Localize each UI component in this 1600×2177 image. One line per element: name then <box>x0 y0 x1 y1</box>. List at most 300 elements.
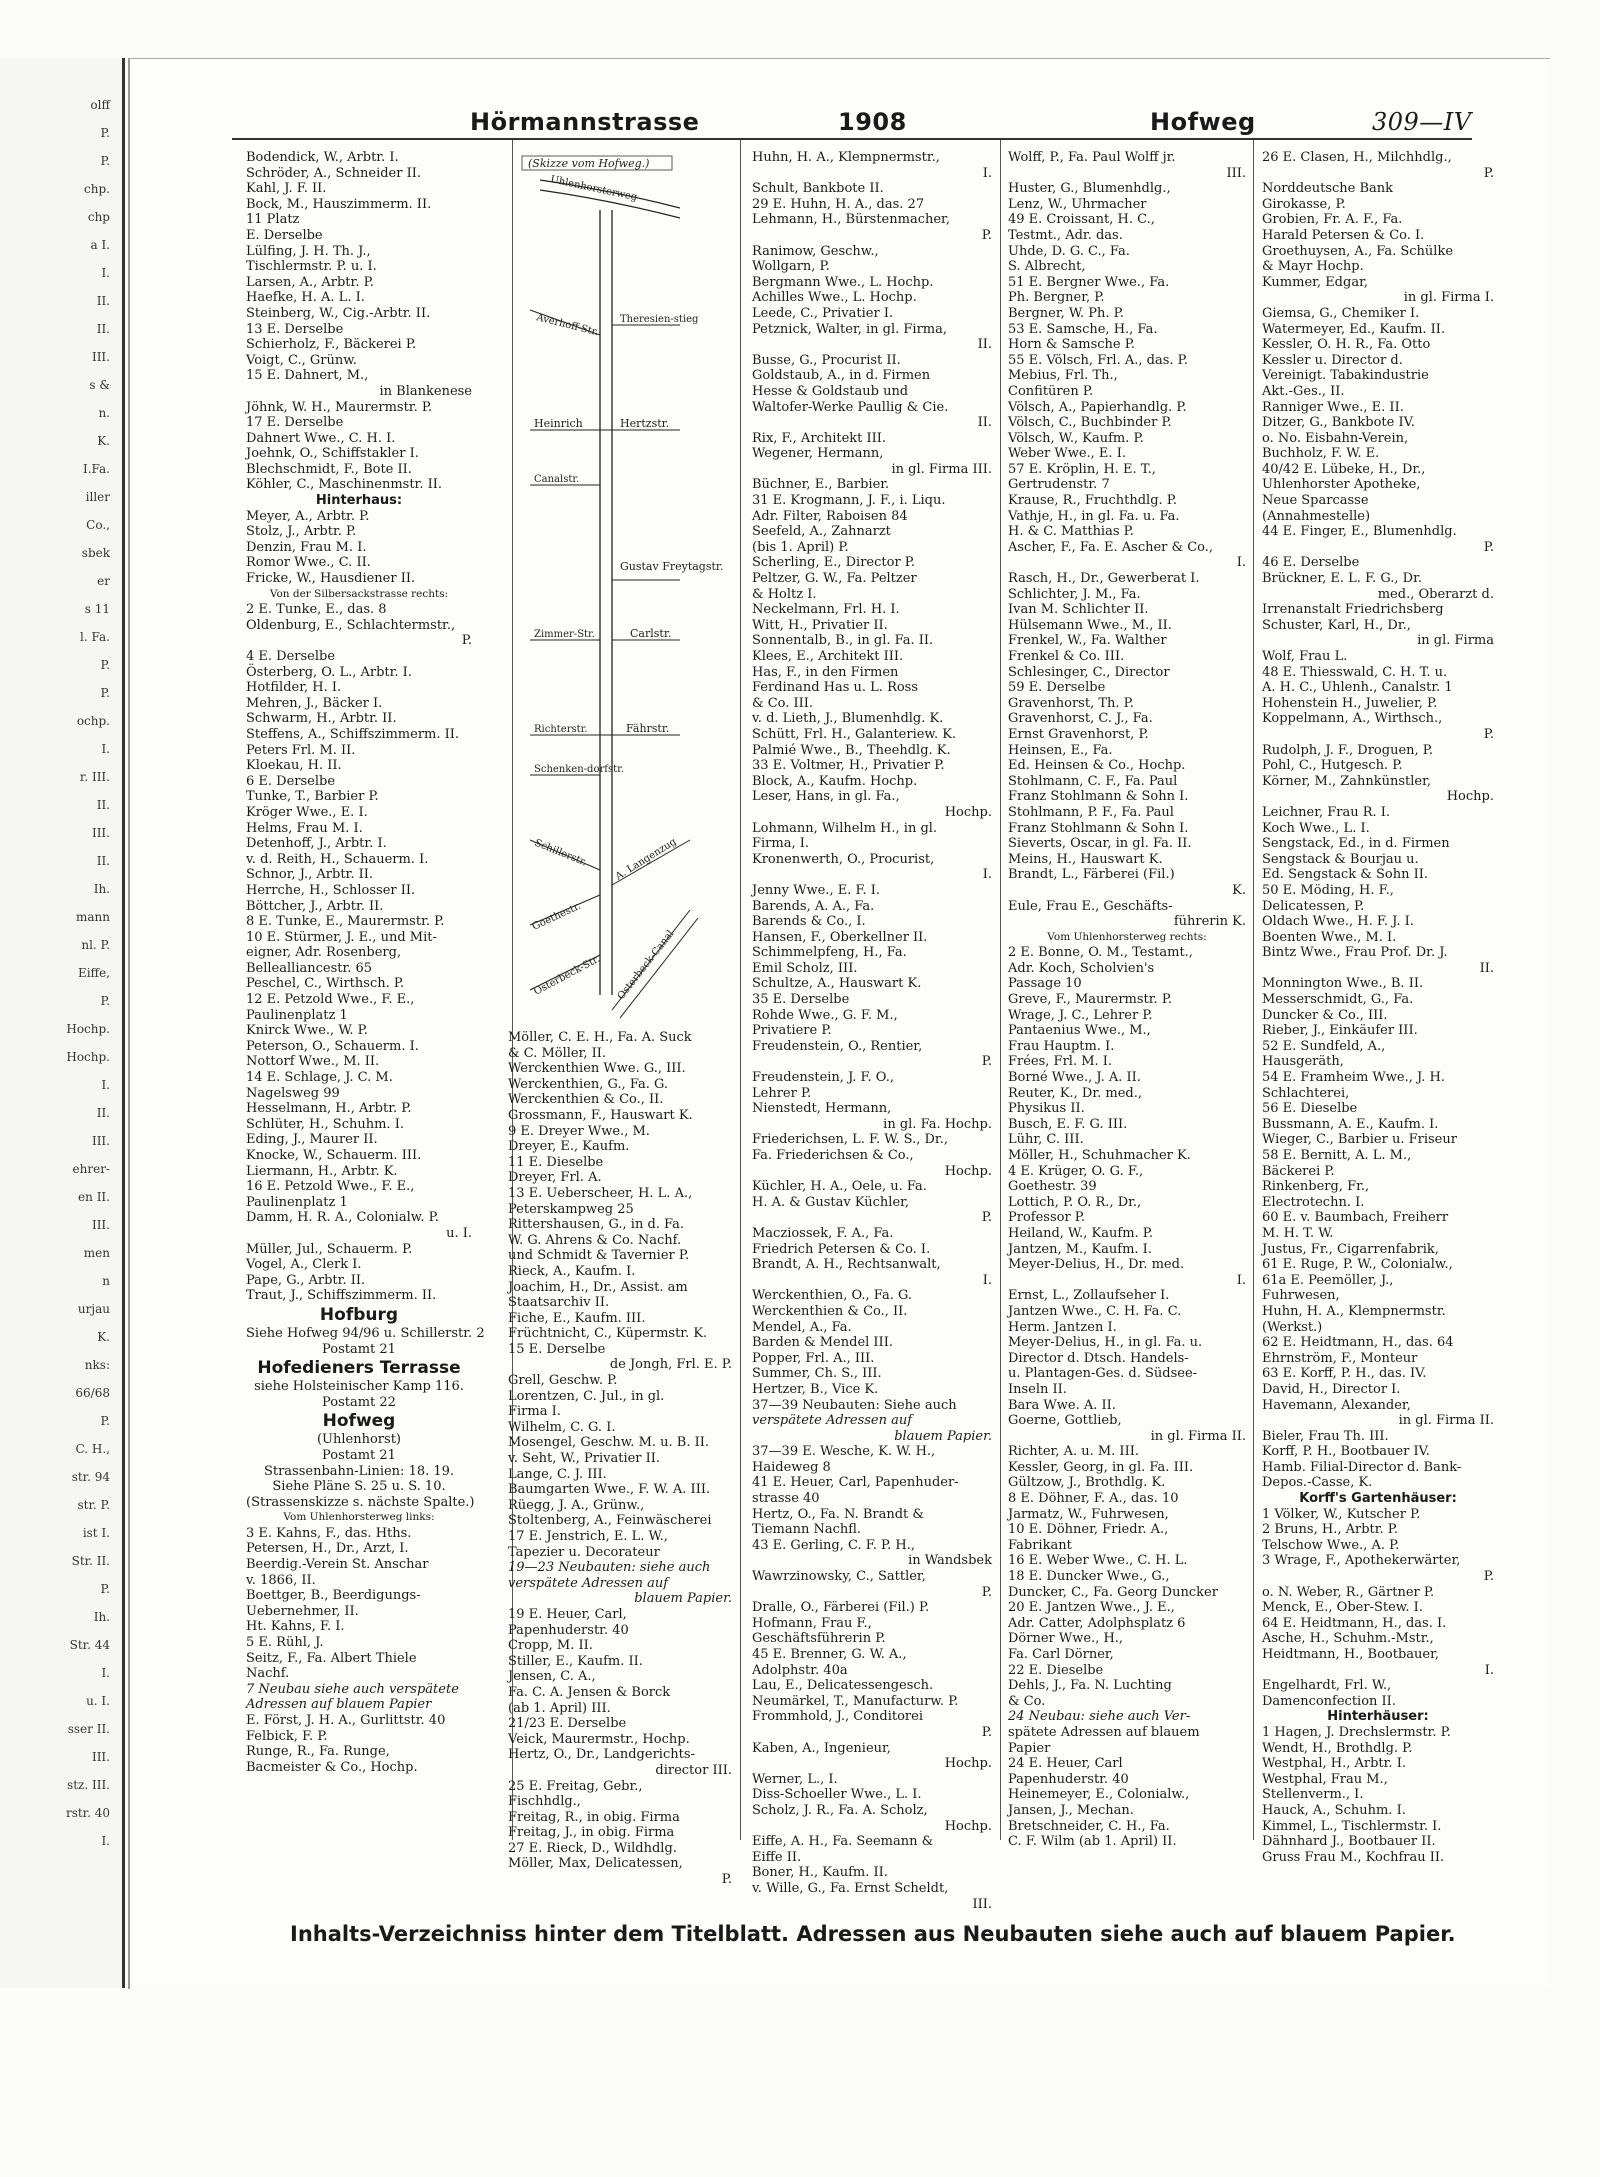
directory-entry: Frenkel & Co. III. <box>1008 649 1125 664</box>
directory-entry: Ascher, F., Fa. E. Ascher & Co., <box>1008 539 1214 555</box>
directory-entry: Helms, Frau M. I. <box>246 820 363 836</box>
directory-entry: Nottorf Wwe., M. II. <box>246 1054 380 1070</box>
directory-entry: Hohenstein H., Juwelier, P. <box>1262 695 1438 711</box>
previous-page-fragment: nl. P. <box>81 938 110 952</box>
directory-entry: Dahnert Wwe., C. H. I. <box>246 430 396 446</box>
previous-page-fragment: II. <box>96 322 110 336</box>
directory-entry: Koppelmann, A., Wirthsch., <box>1262 711 1443 727</box>
directory-entry: Strassenbahn-Linien: 18. 19. <box>263 1463 455 1479</box>
directory-entry: blauem Papier. <box>634 1591 732 1607</box>
previous-page-fragment: II. <box>96 294 110 308</box>
previous-page-fragment: s 11 <box>84 602 110 616</box>
directory-entry: & Co. III. <box>752 695 814 711</box>
directory-entry: Vereinigt. Tabakindustrie <box>1262 368 1429 384</box>
directory-entry: Asche, H., Schuhm.-Mstr., <box>1262 1631 1434 1647</box>
footer-note: Inhalts-Verzeichniss hinter dem Titelblatt. Adressen aus Neubauten siehe auch auf blauem Papier. <box>290 1922 1456 1946</box>
directory-entry: Pantaenius Wwe., M., <box>1008 1023 1151 1039</box>
directory-entry: Fa. C. A. Jensen & Borck <box>508 1684 671 1700</box>
directory-entry: in gl. Firma II. <box>1398 1413 1494 1429</box>
directory-entry: Gruss Frau M., Kochfrau II. <box>1262 1849 1445 1865</box>
directory-entry: Damm, H. R. A., Colonialw. P. <box>246 1210 439 1226</box>
directory-entry: Lehmann, H., Bürstenmacher, <box>752 212 950 228</box>
map-label-canal: Canalstr. <box>534 474 580 485</box>
directory-entry: Bock, M., Hauszimmerm. II. <box>246 196 432 212</box>
directory-entry: Völsch, W., Kaufm. P. <box>1008 430 1144 446</box>
directory-entry: Kimmel, L., Tischlermstr. I. <box>1262 1818 1442 1834</box>
directory-entry: spätete Adressen auf blauem <box>1008 1724 1200 1740</box>
directory-entry: 3 Wrage, F., Apothekerwärter, <box>1262 1553 1461 1569</box>
directory-entry: 5 E. Rühl, J. <box>246 1635 324 1651</box>
directory-entry: Oldach Wwe., H. F. J. I. <box>1262 914 1414 930</box>
directory-entry: Nagelsweg 99 <box>246 1085 340 1101</box>
header-page-number: 309—IV <box>1372 108 1472 136</box>
directory-entry: 61a E. Peemöller, J., <box>1262 1272 1394 1288</box>
directory-entry: Wrage, J. C., Lehrer P. <box>1008 1007 1153 1023</box>
directory-entry: 33 E. Voltmer, H., Privatier P. <box>752 758 945 774</box>
directory-entry: 10 E. Stürmer, J. E., und Mit- <box>246 929 437 945</box>
directory-entry: Ehrnström, F., Monteur <box>1262 1350 1418 1366</box>
directory-entry: (Strassenskizze s. nächste Spalte.) <box>246 1494 475 1510</box>
previous-page-fragment: a I. <box>90 238 110 252</box>
directory-entry: Rudolph, J. F., Droguen, P. <box>1262 742 1434 758</box>
directory-entry: Jarmatz, W., Fuhrwesen, <box>1008 1506 1169 1522</box>
directory-entry: Adr. Koch, Scholvien's <box>1008 960 1155 976</box>
directory-entry: in gl. Firma <box>1417 633 1494 649</box>
directory-entry: Passage 10 <box>1008 976 1082 992</box>
directory-entry: H. & C. Matthias P. <box>1008 524 1134 540</box>
directory-entry: Meyer, A., Arbtr. P. <box>246 508 370 524</box>
directory-entry: Schröder, A., Schneider II. <box>246 165 421 181</box>
directory-entry: o. N. Weber, R., Gärtner P. <box>1262 1584 1435 1600</box>
map-canal-osterbeck-edge <box>620 918 698 1018</box>
directory-entry: Friederichsen, L. F. W. S., Dr., <box>752 1132 948 1148</box>
directory-entry: Wegener, Hermann, <box>752 446 884 462</box>
directory-entry: 2 E. Tunke, E., das. 8 <box>246 602 387 618</box>
column-1 <box>246 150 485 1820</box>
directory-entry: Ernst, L., Zollaufseher I. <box>1008 1288 1170 1304</box>
directory-entry: Lange, C. J. III. <box>508 1466 607 1482</box>
directory-entry: Kronenwerth, O., Procurist, <box>752 851 935 867</box>
directory-entry: III. <box>1226 165 1246 181</box>
directory-entry: Stellenverm., I. <box>1262 1787 1364 1803</box>
directory-entry: Joachim, H., Dr., Assist. am <box>508 1279 688 1295</box>
directory-entry: Völsch, A., Papierhandlg. P. <box>1008 399 1187 415</box>
directory-entry: Witt, H., Privatier II. <box>752 617 888 633</box>
directory-entry: Sengstack & Bourjau u. <box>1262 851 1419 867</box>
directory-entry: Peschel, C., Wirthsch. P. <box>246 976 405 992</box>
directory-entry: Sonnentalb, B., in gl. Fa. II. <box>752 633 934 649</box>
directory-entry: 64 E. Heidtmann, H., das. I. <box>1262 1615 1447 1631</box>
previous-page-fragment: r. III. <box>79 770 110 784</box>
previous-page-fragment: u. I. <box>86 1694 110 1708</box>
previous-page-fragment: chp. <box>84 182 110 196</box>
directory-entry: Adr. Filter, Raboisen 84 <box>752 508 908 524</box>
directory-entry: Tischlermstr. P. u. I. <box>246 259 377 275</box>
directory-entry: verspätete Adressen auf <box>752 1413 913 1429</box>
directory-entry: Jenny Wwe., E. F. I. <box>752 882 880 898</box>
previous-page-fragment: iller <box>85 490 110 504</box>
directory-entry: Lehrer P. <box>752 1085 812 1101</box>
directory-entry: Gertrudenstr. 7 <box>1008 477 1110 493</box>
previous-page-fragment: en II. <box>78 1190 110 1204</box>
directory-entry: Havemann, Alexander, <box>1262 1397 1411 1413</box>
directory-entry: Seitz, F., Fa. Albert Thiele <box>246 1650 417 1666</box>
directory-entry: 16 E. Weber Wwe., C. H. L. <box>1008 1553 1188 1569</box>
directory-entry: Schlüter, H., Schuhm. I. <box>246 1116 404 1132</box>
directory-entry: v. Seht, W., Privatier II. <box>508 1451 661 1467</box>
previous-page-fragment: ochp. <box>76 714 110 728</box>
directory-entry: Kloekau, H. II. <box>246 758 342 774</box>
directory-entry: Eding, J., Maurer II. <box>246 1132 378 1148</box>
map-label-schenken: Schenken-dorfstr. <box>534 764 624 775</box>
directory-entry: 50 E. Möding, H. F., <box>1262 882 1394 898</box>
previous-page-fragment: Ih. <box>93 1610 110 1624</box>
directory-entry: II. <box>977 415 992 431</box>
directory-entry: Korff, P. H., Bootbauer IV. <box>1262 1444 1430 1460</box>
directory-entry: Papenhuderstr. 40 <box>1008 1771 1129 1787</box>
directory-entry: 62 E. Heidtmann, H., das. 64 <box>1262 1335 1454 1351</box>
directory-entry: 16 E. Petzold Wwe., F. E., <box>246 1179 415 1195</box>
previous-page-fragment: stz. III. <box>67 1778 110 1792</box>
directory-entry: P. <box>461 633 472 649</box>
directory-entry: Fricke, W., Hausdiener II. <box>246 571 416 587</box>
map-label-osterbeck: Osterbeck-Str. <box>532 953 602 998</box>
directory-entry: Rieber, J., Einkäufer III. <box>1262 1023 1418 1039</box>
directory-entry: 29 E. Huhn, H. A., das. 27 <box>752 196 925 212</box>
directory-entry: v. d. Reith, H., Schauerm. I. <box>246 851 429 867</box>
directory-entry: Lülfing, J. H. Th. J., <box>246 243 371 259</box>
directory-entry: Professor P. <box>1008 1210 1086 1226</box>
column-2 <box>508 1030 732 1888</box>
directory-entry: Grossmann, F., Hauswart K. <box>508 1107 693 1123</box>
directory-entry: in Blankenese <box>379 383 472 399</box>
directory-entry: Runge, R., Fa. Runge, <box>246 1744 390 1760</box>
directory-entry: 53 E. Samsche, H., Fa. <box>1008 321 1158 337</box>
directory-entry: 4 E. Derselbe <box>246 649 336 664</box>
directory-entry: Heinsen, E., Fa. <box>1008 742 1113 758</box>
directory-entry: Goethestr. 39 <box>1008 1179 1097 1195</box>
directory-entry: Ranimow, Geschw., <box>752 243 879 259</box>
directory-entry: Ferdinand Has u. L. Ross <box>752 680 919 696</box>
directory-entry: Harald Petersen & Co. I. <box>1262 227 1425 243</box>
directory-entry: 52 E. Sundfeld, A., <box>1262 1038 1386 1054</box>
directory-entry: Hesse & Goldstaub und <box>752 383 909 399</box>
directory-entry: 22 E. Dieselbe <box>1008 1662 1104 1678</box>
header-rule <box>232 138 1472 140</box>
directory-entry: Neckelmann, Frl. H. I. <box>752 602 900 618</box>
directory-entry: Petersen, H., Dr., Arzt, I. <box>246 1541 409 1557</box>
directory-entry: H. A. & Gustav Küchler, <box>752 1194 910 1210</box>
directory-entry: Norddeutsche Bank <box>1262 181 1394 197</box>
previous-page-fragment: Ih. <box>93 882 110 896</box>
directory-entry: Hausgeräth, <box>1262 1054 1344 1070</box>
directory-entry: Möller, Max, Delicatessen, <box>508 1856 683 1872</box>
previous-page-fragment: P. <box>100 994 110 1008</box>
directory-entry: 17 E. Jenstrich, E. L. W., <box>508 1529 668 1544</box>
directory-entry: Hinterhaus: <box>315 493 403 509</box>
directory-entry: Privatiere P. <box>752 1023 832 1039</box>
directory-entry: Wollgarn, P. <box>752 259 830 275</box>
directory-entry: Palmié Wwe., B., Theehdlg. K. <box>752 742 951 758</box>
directory-entry: Schlesinger, C., Director <box>1008 664 1170 680</box>
directory-entry: Weber Wwe., E. I. <box>1008 446 1126 462</box>
directory-entry: Heidtmann, H., Bootbauer, <box>1262 1647 1440 1662</box>
directory-entry: Brückner, E. L. F. G., Dr. <box>1262 571 1422 587</box>
directory-entry: de Jongh, Frl. E. P. <box>609 1357 732 1373</box>
directory-entry: 43 E. Gerling, C. F. P. H., <box>752 1537 915 1553</box>
directory-entry: Frées, Frl. M. I. <box>1008 1054 1113 1070</box>
previous-page-fragment: II. <box>96 798 110 812</box>
previous-page-fragment: III. <box>91 1750 110 1764</box>
directory-entry: Hochp. <box>944 1163 992 1179</box>
directory-entry: Bussmann, A. E., Kaufm. I. <box>1262 1116 1439 1132</box>
directory-entry: Veick, Maurermstr., Hochp. <box>508 1731 690 1747</box>
directory-entry: med., Oberarzt d. <box>1377 586 1494 602</box>
directory-entry: Haefke, H. A. L. I. <box>246 290 365 306</box>
directory-entry: Emil Scholz, III. <box>752 960 858 976</box>
map-label-goethe: Goethestr. <box>530 900 583 933</box>
directory-entry: Hauck, A., Schuhm. I. <box>1262 1802 1406 1818</box>
directory-entry: Beerdig.-Verein St. Anschar <box>246 1557 429 1573</box>
directory-entry: Liermann, H., Arbtr. K. <box>246 1163 398 1179</box>
map-label-gustav: Gustav Freytagstr. <box>620 560 724 573</box>
directory-entry: Werckenthien Wwe. G., III. <box>508 1061 686 1077</box>
directory-entry: 24 E. Heuer, Carl <box>1008 1756 1123 1772</box>
directory-entry: Schuster, Karl, H., Dr., <box>1262 617 1411 633</box>
directory-entry: Ph. Bergner, P. <box>1008 290 1105 306</box>
directory-entry: 17 E. Derselbe <box>246 415 344 431</box>
directory-entry: 19 E. Heuer, Carl, <box>508 1606 627 1622</box>
directory-entry: Rüegg, J. A., Grünw., <box>508 1497 645 1513</box>
directory-entry: Von der Silbersackstrasse rechts: <box>269 587 449 600</box>
directory-entry: I. <box>982 165 992 181</box>
directory-entry: Wilhelm, C. G. I. <box>508 1419 616 1435</box>
directory-entry: Paulinenplatz 1 <box>246 1194 348 1210</box>
directory-entry: Diss-Schoeller Wwe., L. I. <box>752 1787 922 1803</box>
directory-entry: 57 E. Kröplin, H. E. T., <box>1008 461 1156 477</box>
directory-entry: Fuhrwesen, <box>1262 1288 1340 1304</box>
previous-page-fragment: Hochp. <box>66 1022 110 1036</box>
directory-entry: 37—39 E. Wesche, K. W. H., <box>752 1444 936 1460</box>
directory-entry: Macziossek, F. A., Fa. <box>752 1225 894 1241</box>
directory-entry: P. <box>981 1724 992 1740</box>
directory-entry: Müller, Jul., Schauerm. P. <box>246 1241 413 1257</box>
directory-entry: Confitüren P. <box>1008 383 1094 399</box>
directory-entry: Hertzer, B., Vice K. <box>752 1381 879 1397</box>
directory-entry: Jensen, C. A., <box>508 1669 596 1685</box>
directory-entry: Vogel, A., Clerk I. <box>246 1257 362 1273</box>
previous-page-fragment: str. P. <box>77 1498 110 1512</box>
directory-entry: Werckenthien, G., Fa. G. <box>508 1076 669 1092</box>
directory-entry: Wolf, Frau L. <box>1262 649 1348 664</box>
directory-entry: Haideweg 8 <box>752 1459 831 1475</box>
column-3 <box>752 150 992 1912</box>
directory-entry: Irrenanstalt Friedrichsberg <box>1262 602 1444 618</box>
directory-entry: Peterskampweg 25 <box>508 1201 634 1217</box>
directory-entry: Barden & Mendel III. <box>752 1335 893 1351</box>
previous-page-fragment: ehrer- <box>72 1162 110 1176</box>
directory-entry: Baumgarten Wwe., F. W. A. III. <box>508 1482 711 1498</box>
map-title: (Skizze vom Hofweg.) <box>528 157 650 170</box>
directory-entry: Werckenthien & Co., II. <box>508 1092 664 1108</box>
directory-entry: Huhn, H. A., Klempnermstr. <box>1262 1303 1446 1319</box>
previous-page-fragment: I. <box>101 266 110 280</box>
directory-entry: Fiche, E., Kaufm. III. <box>508 1310 646 1326</box>
directory-entry: 40/42 E. Lübeke, H., Dr., <box>1262 461 1426 477</box>
directory-entry: Papier <box>1008 1740 1051 1756</box>
directory-entry: Freudenstein, J. F. O., <box>752 1070 894 1086</box>
column-divider <box>1000 140 1001 1840</box>
directory-entry: u. I. <box>446 1225 472 1241</box>
previous-page-fragment: II. <box>96 854 110 868</box>
directory-entry: Greve, F., Maurermstr. P. <box>1008 992 1173 1008</box>
directory-entry: Kaben, A., Ingenieur, <box>752 1740 891 1756</box>
directory-entry: P. <box>981 1054 992 1070</box>
directory-entry: Bergmann Wwe., L. Hochp. <box>752 274 934 290</box>
directory-entry: A. H. C., Uhlenh., Canalstr. 1 <box>1262 680 1453 696</box>
directory-entry: Waltofer-Werke Paullig & Cie. <box>752 399 949 415</box>
directory-entry: Fabrikant <box>1008 1537 1072 1553</box>
directory-entry: Voigt, C., Grünw. <box>246 352 357 368</box>
directory-entry: Ivan M. Schlichter II. <box>1008 602 1149 618</box>
previous-page-fragment: chp <box>87 210 110 224</box>
directory-entry: Meyer-Delius, H., in gl. Fa. u. <box>1008 1335 1203 1351</box>
directory-entry: Tunke, T., Barbier P. <box>246 789 379 805</box>
directory-entry: Boenten Wwe., M. I. <box>1262 929 1397 945</box>
directory-entry: 48 E. Thiesswald, C. H. T. u. <box>1262 664 1448 680</box>
directory-entry: & Mayr Hochp. <box>1262 259 1364 275</box>
directory-entry: P. <box>1483 165 1494 181</box>
directory-entry: Dreyer, E., Kaufm. <box>508 1139 630 1155</box>
directory-entry: Wawrzinowsky, C., Sattler, <box>752 1569 926 1585</box>
directory-entry: & C. Möller, II. <box>508 1045 607 1061</box>
directory-entry: Hinterhäuser: <box>1327 1709 1429 1725</box>
directory-entry: 12 E. Petzold Wwe., F. E., <box>246 992 415 1008</box>
directory-entry: 1 Völker, W., Kutscher P. <box>1262 1506 1421 1522</box>
directory-entry: Siehe Hofweg 94/96 u. Schillerstr. 2 <box>246 1325 485 1341</box>
directory-entry: Firma I. <box>508 1404 561 1420</box>
directory-entry: Wieger, C., Barbier u. Friseur <box>1262 1132 1457 1148</box>
directory-entry: Stiller, E., Kaufm. II. <box>508 1653 643 1669</box>
previous-page-fragment: II. <box>96 1106 110 1120</box>
directory-entry: Rieck, A., Kaufm. I. <box>508 1263 636 1279</box>
previous-page-fragment: Hochp. <box>66 1050 110 1064</box>
directory-entry: Küchler, H. A., Oele, u. Fa. <box>752 1179 927 1195</box>
directory-entry: S. Albrecht, <box>1008 259 1086 275</box>
directory-entry: Postamt 21 <box>322 1341 396 1357</box>
directory-entry: Duncker & Co., III. <box>1262 1007 1388 1023</box>
map-label-langenzug: A. Langenzug <box>613 836 679 883</box>
directory-entry: 54 E. Framheim Wwe., J. H. <box>1262 1070 1445 1086</box>
directory-entry: Engelhardt, Frl. W., <box>1262 1678 1392 1694</box>
directory-entry: Oldenburg, E., Schlachtermstr., <box>246 617 456 633</box>
directory-entry: in gl. Fa. Hochp. <box>883 1116 992 1132</box>
directory-entry: (Werkst.) <box>1262 1319 1323 1335</box>
directory-entry: 27 E. Rieck, D., Wildhdlg. <box>508 1840 677 1856</box>
directory-entry: (Annahmestelle) <box>1262 508 1371 524</box>
directory-entry: Hochp. <box>944 1756 992 1772</box>
previous-page-fragment: mann <box>76 910 110 924</box>
directory-entry: Ed. Sengstack & Sohn II. <box>1262 867 1429 883</box>
previous-page-fragment: Str. 44 <box>69 1638 110 1652</box>
directory-entry: Papenhuderstr. 40 <box>508 1622 629 1638</box>
directory-entry: 60 E. v. Baumbach, Freiherr <box>1262 1210 1449 1226</box>
directory-entry: Groethuysen, A., Fa. Schülke <box>1262 243 1454 259</box>
previous-page-fragment: C. H., <box>75 1442 110 1456</box>
directory-entry: Pape, G., Arbtr. II. <box>246 1272 366 1288</box>
directory-entry: I. <box>982 867 992 883</box>
previous-page-fragment: P. <box>100 126 110 140</box>
directory-entry: Schlachterei, <box>1262 1085 1350 1101</box>
directory-entry: Hülsemann Wwe., M., II. <box>1008 617 1172 633</box>
directory-entry: 1 Hagen, J. Drechslermstr. P. <box>1262 1724 1451 1740</box>
directory-entry: Kummer, Edgar, <box>1262 274 1368 290</box>
directory-entry: III. <box>972 1896 992 1912</box>
directory-entry: Monnington Wwe., B. II. <box>1262 976 1424 992</box>
directory-entry: in gl. Firma I. <box>1403 290 1494 306</box>
directory-entry: E. Först, J. H. A., Gurlittstr. 40 <box>246 1713 446 1728</box>
directory-entry: M. H. T. W. <box>1262 1225 1334 1241</box>
directory-entry: Werckenthien & Co., II. <box>752 1303 908 1319</box>
previous-page-strip <box>0 58 125 1988</box>
directory-entry: Achilles Wwe., L. Hochp. <box>752 290 917 306</box>
directory-entry: 8 E. Döhner, F. A., das. 10 <box>1008 1491 1179 1507</box>
directory-entry: 11 E. Dieselbe <box>508 1154 604 1170</box>
previous-page-fragment: 66/68 <box>75 1386 110 1400</box>
directory-entry: Block, A., Kaufm. Hochp. <box>752 773 918 789</box>
directory-entry: Westphal, Frau M., <box>1262 1771 1388 1787</box>
directory-entry: Gravenhorst, C. J., Fa. <box>1008 711 1153 727</box>
directory-entry: Hansen, F., Oberkellner II. <box>752 929 928 945</box>
directory-entry: Gültzow, J., Brothdlg. K. <box>1008 1475 1166 1491</box>
directory-entry: David, H., Director I. <box>1262 1381 1401 1397</box>
directory-entry: 10 E. Döhner, Friedr. A., <box>1008 1522 1169 1538</box>
directory-entry: Vom Uhlenhorsterweg links: <box>283 1511 435 1524</box>
column-divider <box>1253 140 1254 1840</box>
directory-entry: E. Derselbe <box>246 227 323 243</box>
directory-entry: Dehls, J., Fa. N. Luchting <box>1008 1678 1172 1694</box>
directory-entry: Postamt 22 <box>322 1394 396 1410</box>
directory-entry: 35 E. Derselbe <box>752 992 850 1008</box>
directory-entry: Freudenstein, O., Rentier, <box>752 1038 923 1054</box>
map-label-theresien: Theresien-stieg <box>620 314 699 325</box>
directory-entry: Hofmann, Frau F., <box>752 1615 872 1631</box>
directory-entry: Ranniger Wwe., E. II. <box>1262 399 1404 415</box>
directory-entry: Rasch, H., Dr., Gewerberat I. <box>1008 571 1200 587</box>
directory-entry: Tiemann Nachfl. <box>752 1522 862 1538</box>
directory-entry: Adolphstr. 40a <box>752 1662 848 1678</box>
directory-entry: Dähnhard J., Bootbauer II. <box>1262 1834 1436 1850</box>
directory-entry: Herm. Jantzen I. <box>1008 1319 1117 1335</box>
directory-entry: Lottich, P. O. R., Dr., <box>1008 1194 1142 1210</box>
directory-entry: Uebernehmer, II. <box>246 1603 359 1619</box>
directory-entry: W. G. Ahrens & Co. Nachf. <box>508 1232 682 1248</box>
directory-entry: Director d. Dtsch. Handels- <box>1008 1350 1189 1366</box>
directory-entry: Goerne, Gottlieb, <box>1008 1413 1122 1429</box>
directory-entry: Herrche, H., Schlosser II. <box>246 882 416 898</box>
directory-entry: Schlichter, J. M., Fa. <box>1008 586 1141 602</box>
directory-entry: Hesselmann, H., Arbtr. P. <box>246 1101 412 1117</box>
directory-entry: Damenconfection II. <box>1262 1693 1396 1709</box>
directory-entry: Goldstaub, A., in d. Firmen <box>752 368 931 384</box>
directory-entry: Stoltenberg, A., Feinwäscherei <box>508 1513 712 1529</box>
directory-entry: Ernst Gravenhorst, P. <box>1008 726 1149 742</box>
directory-entry: u. Plantagen-Ges. d. Südsee- <box>1008 1366 1198 1382</box>
directory-entry: Peltzer, G. W., Fa. Peltzer <box>752 571 917 587</box>
directory-entry: 3 E. Kahns, F., das. Hths. <box>246 1525 412 1541</box>
directory-entry: Möller, C. E. H., Fa. A. Suck <box>508 1030 692 1045</box>
directory-entry: Detenhoff, J., Arbtr. I. <box>246 836 387 852</box>
